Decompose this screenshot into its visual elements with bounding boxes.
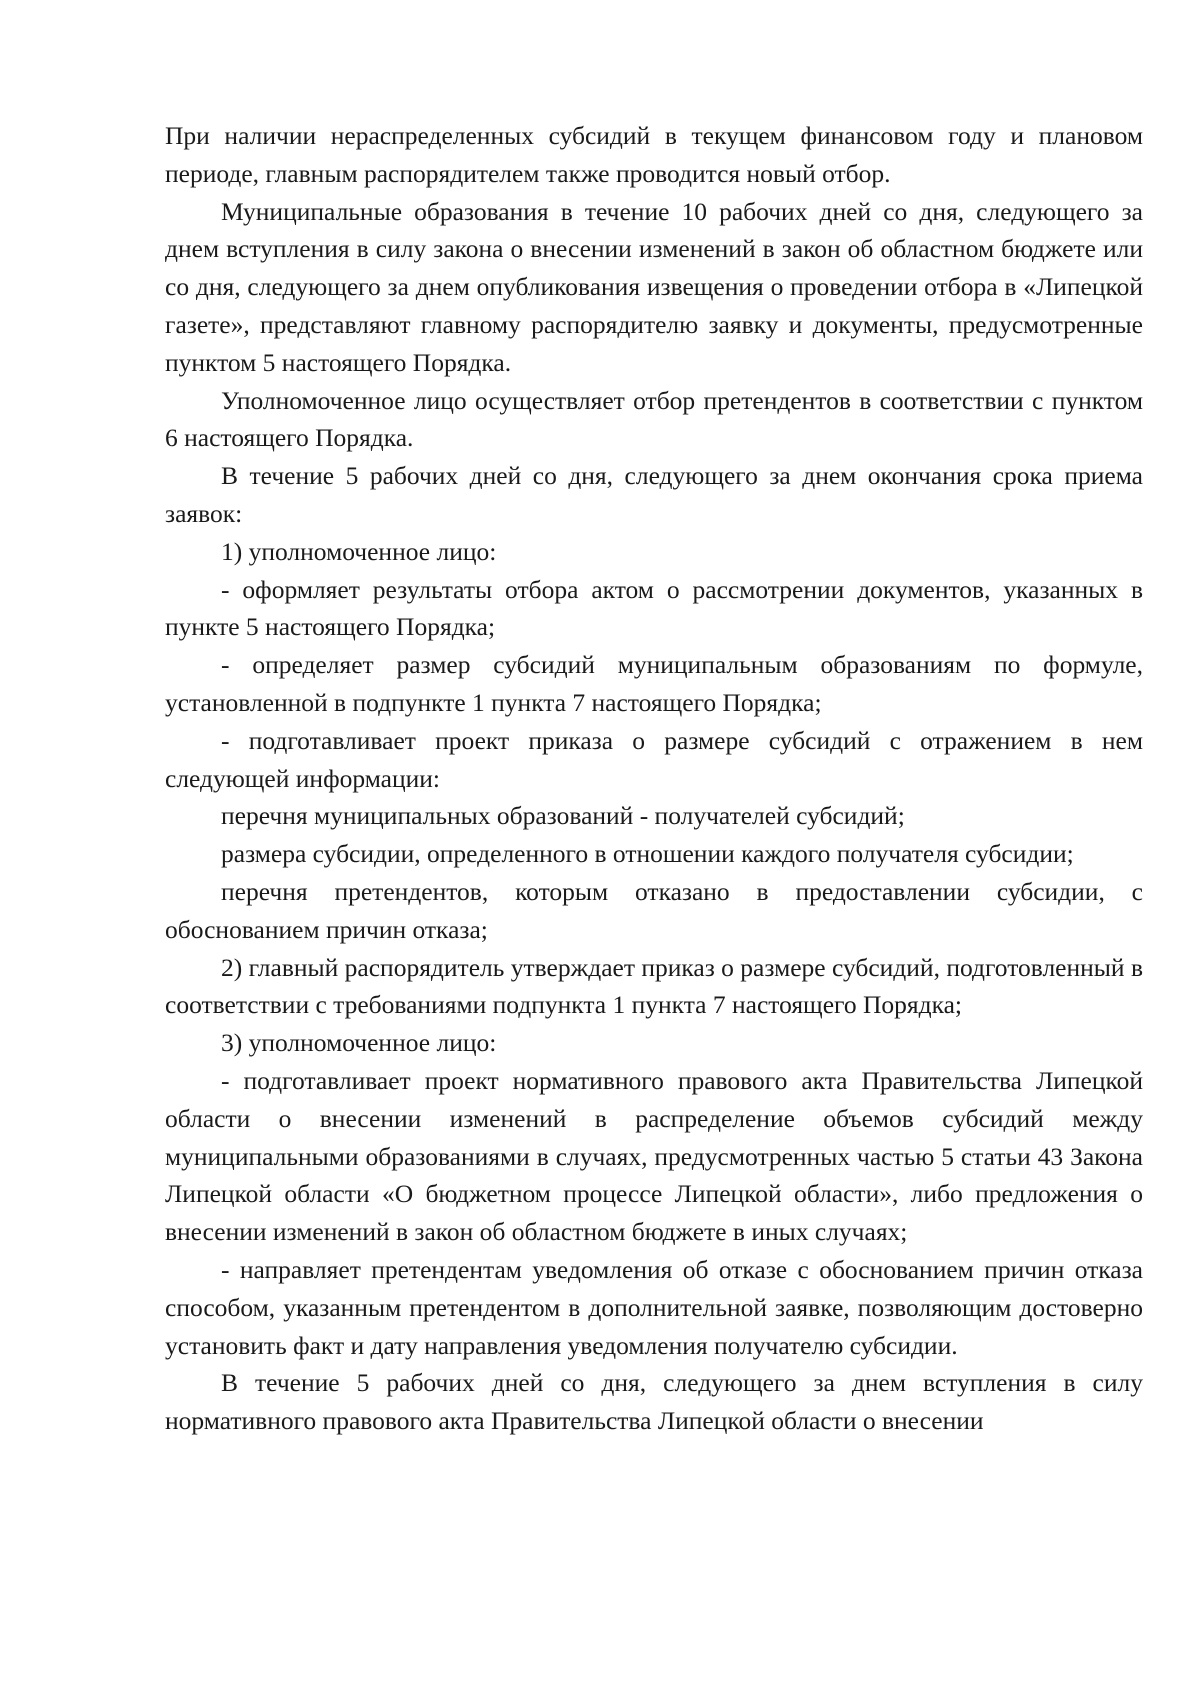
list-subitem: - подготавливает проект приказа о размере субсидий с отражением в нем следующей информации: — [165, 725, 1143, 793]
paragraph-continuation: При наличии нераспределенных субсидий в текущем финансовом году и плановом периоде, главным распорядителем также проводится новый отбор. — [165, 121, 1143, 188]
list-subitem: - оформляет результаты отбора актом о рассмотрении документов, указанных в пункте 5 настоящего Порядка; — [165, 574, 1143, 642]
list-subitem: - определяет размер субсидий муниципальным образованиям по формуле, установленной в подпункте 1 пункта 7 настоящего Порядка; — [165, 650, 1143, 717]
list-subitem: перечня муниципальных образований - получателей субсидий; — [221, 801, 905, 831]
list-item-2: 2) главный распорядитель утверждает приказ о размере субсидий, подготовленный в соответствии с требованиями подпункта 1 пункта 7 настоящего Порядка; — [165, 952, 1143, 1020]
list-subitem: - подготавливает проект нормативного правового акта Правительства Липецкой области о внесении изменений в распределение объемов субсидий между муниципальными образованиями в случаях, предусмотренных частью 5 статьи 43 Закона Липецкой области «О бюджетном процессе Липецкой области», либо предложения о внесении изменений в закон об областном бюджете в иных случаях; — [165, 1065, 1143, 1247]
paragraph-application-deadline: Муниципальные образования в течение 10 рабочих дней со дня, следующего за днем вступления в силу закона о внесении изменений в закон об областном бюджете или со дня, следующего за днем опубликования извещения о проведении отбора в «Липецкой газете», представляют главному распорядителю заявку и документы, предусмотренные пунктом 5 настоящего Порядка. — [165, 196, 1143, 377]
paragraph-selection: Уполномоченное лицо осуществляет отбор претендентов в соответствии с пунктом 6 настоящего Порядка. — [165, 385, 1143, 453]
list-item-3: 3) уполномоченное лицо: — [221, 1028, 497, 1058]
document-body — [165, 117, 1143, 1440]
list-subitem: перечня претендентов, которым отказано в предоставлении субсидии, с обоснованием причин отказа; — [165, 876, 1143, 944]
paragraph-within-5-days: В течение 5 рабочих дней со дня, следующего за днем окончания срока приема заявок: — [165, 461, 1143, 528]
paragraph-final: В течение 5 рабочих дней со дня, следующего за днем вступления в силу нормативного правового акта Правительства Липецкой области о внесении — [165, 1368, 1143, 1436]
list-item-1: 1) уполномоченное лицо: — [221, 536, 497, 566]
list-subitem: - направляет претендентам уведомления об отказе с обоснованием причин отказа способом, указанным претендентом в дополнительной заявке, позволяющим достоверно установить факт и дату направления уведомления получателю субсидии. — [165, 1254, 1143, 1360]
list-subitem: размера субсидии, определенного в отношении каждого получателя субсидии; — [221, 839, 1074, 869]
